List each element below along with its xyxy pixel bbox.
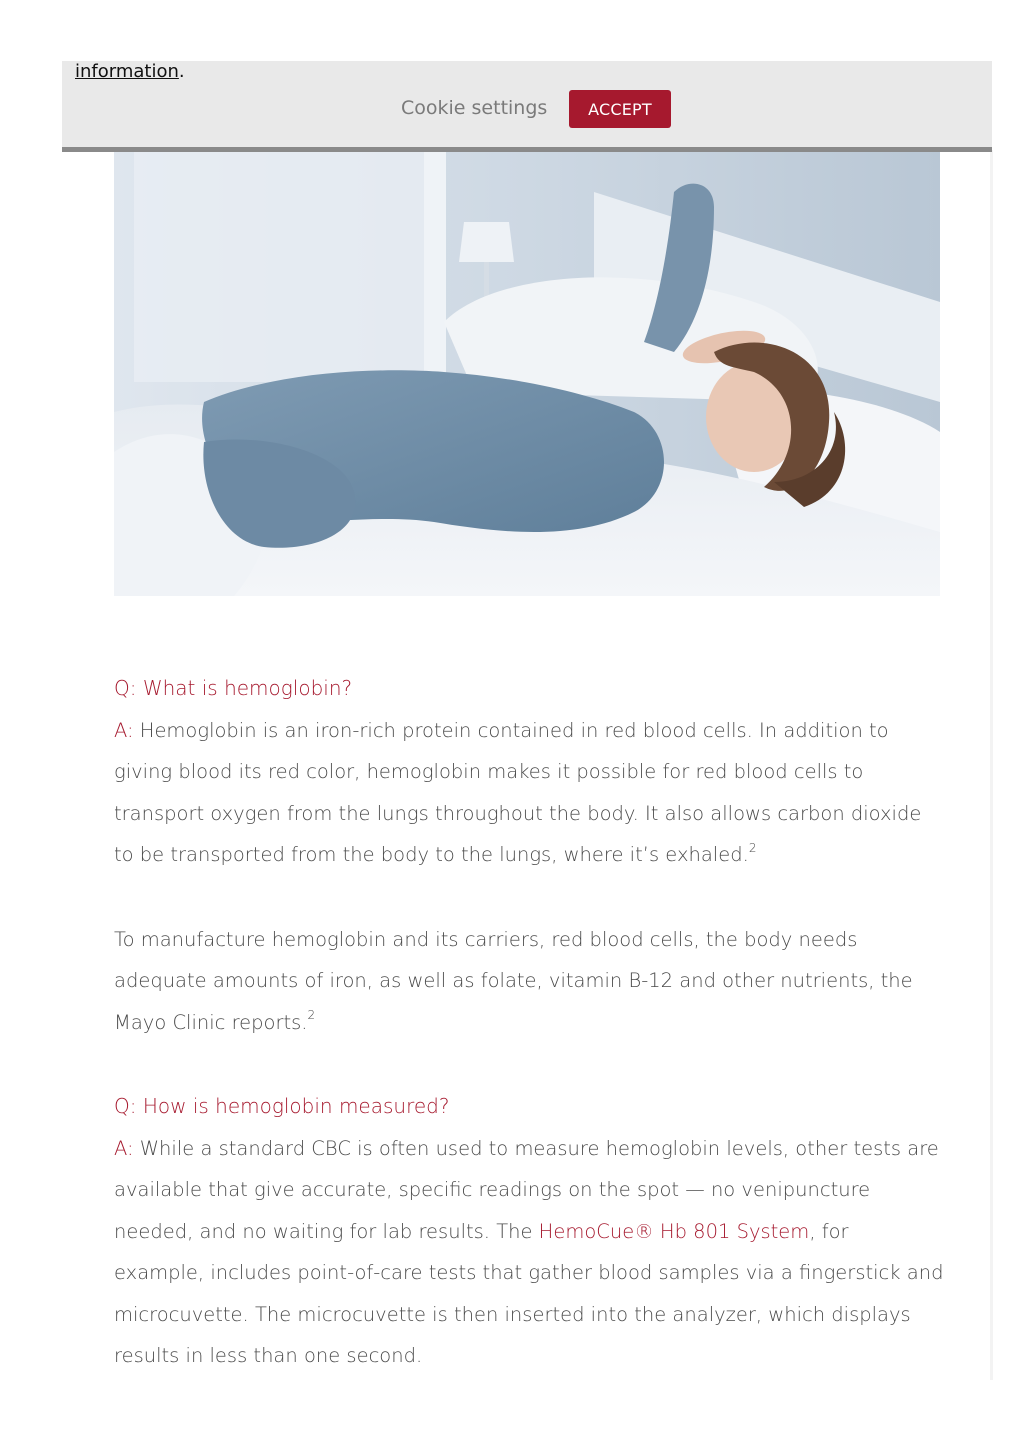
cookie-banner <box>62 61 992 152</box>
cookie-info-trailing: . <box>178 61 185 82</box>
answer-text: Hemoglobin is an iron-rich protein contained in red blood cells. In addition to giving blood its red color, hemoglobin makes it possible for red blood cells to transport oxygen from the lungs throughout the body. It also allows carbon dioxide to be transported from the body to the lungs, where it’s exhaled. <box>114 718 922 866</box>
cookie-info-link[interactable]: information <box>75 61 179 82</box>
answer-paragraph <box>114 710 944 876</box>
answer-text: , for example, includes point-of-care tests that gather blood samples via a fingerstick and microcuvette. The microcuvette is then inserted into the analyzer, which displays results in less than one second. <box>114 1219 944 1367</box>
cookie-settings-button[interactable]: Cookie settings <box>401 97 548 119</box>
hero-illustration <box>114 152 940 596</box>
answer-paragraph <box>114 1128 944 1377</box>
answer-text: While a standard CBC is often used to measure hemoglobin levels, other tests are available that give accurate, specific readings on the spot — no venipuncture needed, and no waiting for lab results. The <box>114 1136 939 1243</box>
body-text: To manufacture hemoglobin and its carriers, red blood cells, the body needs adequate amounts of iron, as well as folate, vitamin B-12 and other nutrients, the Mayo Clinic reports. <box>114 927 913 1034</box>
reference-marker: 2 <box>748 840 757 855</box>
body-paragraph <box>114 919 944 1044</box>
question-heading: Q: What is hemoglobin? <box>114 676 353 700</box>
question-heading: Q: How is hemoglobin measured? <box>114 1094 450 1118</box>
answer-label: A: <box>114 718 134 742</box>
answer-label: A: <box>114 1136 134 1160</box>
hero-image <box>114 152 940 596</box>
cookie-info-text <box>75 61 185 83</box>
reference-marker: 2 <box>307 1008 316 1022</box>
page-edge <box>990 150 993 1380</box>
article-body <box>114 668 944 1377</box>
accept-cookies-button[interactable]: ACCEPT <box>569 90 671 128</box>
hemocue-product-link[interactable]: HemoCue® Hb 801 System <box>538 1219 810 1243</box>
